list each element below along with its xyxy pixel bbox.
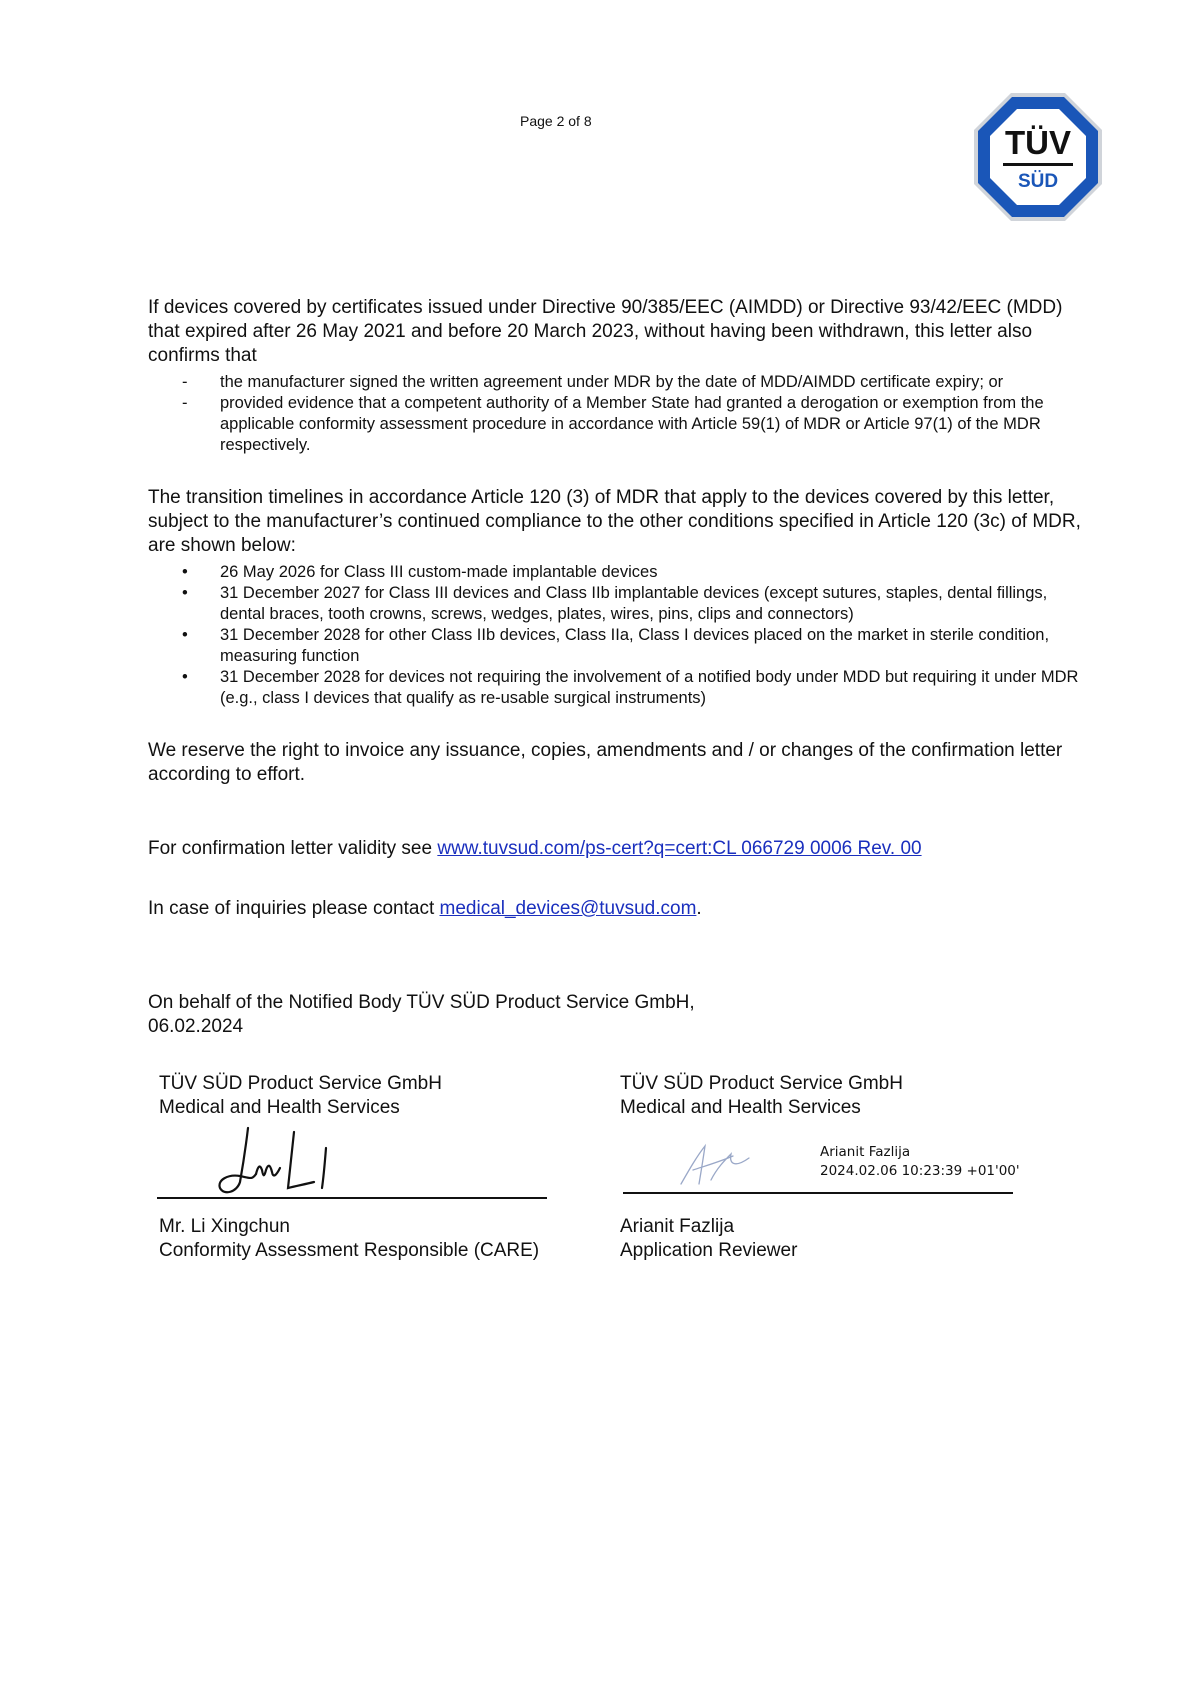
logo-bottom-text: SÜD — [1017, 171, 1059, 192]
on-behalf-text: On behalf of the Notified Body TÜV SÜD Product Service GmbH, — [148, 992, 695, 1013]
page-number: Page 2 of 8 — [520, 113, 592, 129]
signature-line-right — [623, 1192, 1013, 1194]
list-item: • 31 December 2028 for other Class IIb devices, Class IIa, Class I devices placed on the market in sterile condition, measuring function — [182, 626, 1050, 665]
validity-link[interactable]: www.tuvsud.com/ps-cert?q=cert:CL 066729 0006 Rev. 00 — [437, 838, 922, 859]
signatory-right-org: TÜV SÜD Product Service GmbH Medical and Health Services — [620, 1073, 903, 1118]
section-expired-certificates — [148, 296, 1088, 456]
bullet-marker: • — [182, 584, 188, 602]
list-item: - provided evidence that a competent authority of a Member State had granted a derogation or exemption from the applicable conformity assessment procedure in accordance with Article 59(1) of MDR or Article 97(1) of the MDR respectively. — [182, 394, 1044, 454]
list-item: • 31 December 2027 for Class III devices and Class IIb implantable devices (except sutures, staples, dental fillings, dental braces, tooth crowns, screws, wedges, plates, wires, pins, clips and connectors) — [182, 584, 1048, 623]
list-item: • 26 May 2026 for Class III custom-made implantable devices — [182, 563, 658, 581]
bullet-marker: • — [182, 668, 188, 686]
handwritten-signature-left — [210, 1120, 340, 1200]
contact-email-link[interactable]: medical_devices@tuvsud.com — [439, 898, 697, 919]
list-item: - the manufacturer signed the written agreement under MDR by the date of MDD/AIMDD certificate expiry; or — [182, 373, 1004, 391]
invoice-notice: We reserve the right to invoice any issuance, copies, amendments and / or changes of the confirmation letter according to effort. — [148, 740, 1063, 785]
signatory-right-role: Application Reviewer — [620, 1240, 798, 1261]
validity-line: For confirmation letter validity see www.tuvsud.com/ps-cert?q=cert:CL 066729 0006 Rev. 00 — [148, 838, 922, 859]
bullet-marker: • — [182, 626, 188, 644]
tuv-sud-logo — [972, 91, 1104, 223]
signatory-left-name: Mr. Li Xingchun — [159, 1216, 290, 1237]
section-transition-timelines — [148, 486, 1088, 709]
contact-line: In case of inquiries please contact medical_devices@tuvsud.com. — [148, 898, 702, 919]
signatory-left-details — [159, 1215, 539, 1263]
digital-signature-mark — [675, 1140, 755, 1190]
letter-body — [148, 296, 1088, 1039]
bullet-marker: • — [182, 563, 188, 581]
digital-signature-timestamp: 2024.02.06 10:23:39 +01'00' — [820, 1163, 1020, 1179]
section2-intro: The transition timelines in accordance Article 120 (3) of MDR that apply to the devices covered by this letter, subject to the manufacturer’s continued compliance to the other conditions specified in Article 120 (3c) of MDR, are shown below: — [148, 487, 1081, 556]
signatory-right-details — [620, 1215, 797, 1263]
list-item: • 31 December 2028 for devices not requiring the involvement of a notified body under MDD but requiring it under MDR (e.g., class I devices that qualify as re-usable surgical instruments) — [182, 668, 1079, 707]
section1-list — [148, 372, 1088, 456]
logo-top-text: TÜV — [1005, 124, 1071, 161]
dash-marker: - — [182, 373, 188, 391]
on-behalf-block — [148, 991, 1088, 1039]
dash-marker: - — [182, 394, 188, 412]
signatory-left-org: TÜV SÜD Product Service GmbH Medical and Health Services — [159, 1073, 442, 1118]
signatory-right-name: Arianit Fazlija — [620, 1216, 735, 1237]
section2-list — [148, 562, 1088, 709]
section1-intro: If devices covered by certificates issued under Directive 90/385/EEC (AIMDD) or Directive 93/42/EEC (MDD) that expired after 26 May 2021 and before 20 March 2023, without having been withdrawn, this letter also confirms that — [148, 297, 1063, 366]
digital-signer-name: Arianit Fazlija — [820, 1144, 911, 1160]
signatory-left-role: Conformity Assessment Responsible (CARE) — [159, 1240, 540, 1261]
digital-signature-info — [820, 1143, 1020, 1181]
letter-date: 06.02.2024 — [148, 1016, 244, 1037]
signature-line-left — [157, 1197, 547, 1199]
